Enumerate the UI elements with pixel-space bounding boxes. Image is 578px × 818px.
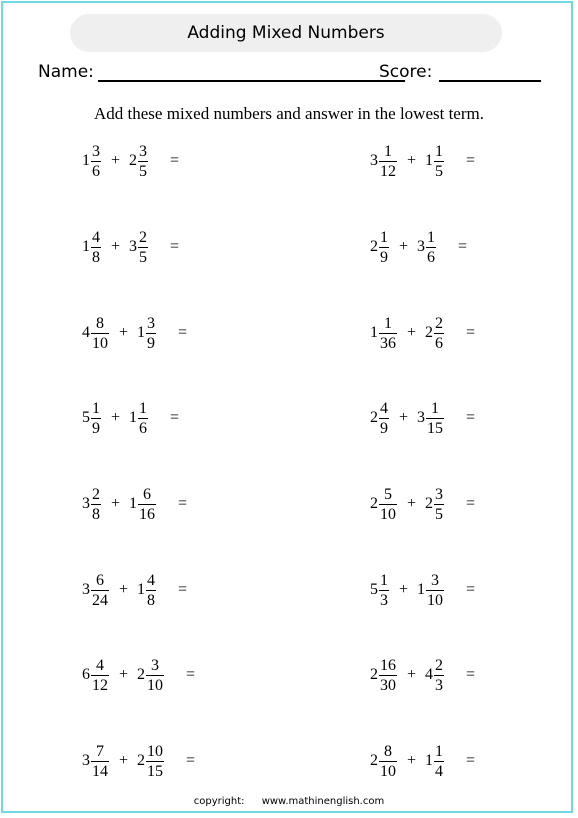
problem-14 xyxy=(370,655,475,695)
second-denominator: 5 xyxy=(139,248,148,266)
problem-7 xyxy=(82,398,179,438)
second-numerator: 3 xyxy=(151,656,160,674)
plus-sign: + xyxy=(111,238,121,255)
name-score-row xyxy=(38,60,543,86)
plus-sign: + xyxy=(407,324,417,341)
second-numerator: 4 xyxy=(147,571,156,589)
first-denominator: 9 xyxy=(92,419,100,437)
problem-10 xyxy=(370,484,475,524)
second-whole-number: 2 xyxy=(425,495,434,512)
second-numerator: 2 xyxy=(435,656,444,674)
second-numerator: 1 xyxy=(435,142,444,160)
first-whole-number: 2 xyxy=(370,495,378,512)
second-numerator: 2 xyxy=(139,228,148,246)
equals-sign: = xyxy=(186,752,196,769)
first-whole-number: 3 xyxy=(370,152,378,169)
second-fraction xyxy=(434,743,444,780)
second-denominator: 3 xyxy=(435,676,444,694)
first-numerator: 4 xyxy=(92,228,100,246)
second-fraction xyxy=(426,400,444,437)
problem-4 xyxy=(370,227,467,267)
instruction-text: Add these mixed numbers and answer in the lowest term. xyxy=(94,104,484,123)
first-denominator: 10 xyxy=(380,762,396,780)
first-fraction xyxy=(91,143,101,180)
first-numerator: 1 xyxy=(380,571,388,589)
second-denominator: 5 xyxy=(435,162,444,180)
first-whole-number: 2 xyxy=(370,409,378,426)
site-url: www.mathinenglish.com xyxy=(261,796,385,807)
second-denominator: 9 xyxy=(147,334,156,352)
first-fraction xyxy=(91,572,109,609)
plus-sign: + xyxy=(407,495,417,512)
second-whole-number: 2 xyxy=(137,752,146,769)
name-field-line[interactable] xyxy=(98,80,405,82)
first-whole-number: 1 xyxy=(82,152,90,169)
first-whole-number: 6 xyxy=(82,666,90,683)
footer xyxy=(0,796,578,807)
equals-sign: = xyxy=(178,581,188,598)
problem-13 xyxy=(82,655,195,695)
first-fraction xyxy=(379,486,397,523)
first-denominator: 14 xyxy=(92,762,108,780)
second-fraction xyxy=(138,486,156,523)
problem-6 xyxy=(370,313,475,353)
problem-15 xyxy=(82,741,195,781)
second-denominator: 4 xyxy=(435,762,444,780)
second-fraction xyxy=(426,229,436,266)
plus-sign: + xyxy=(407,666,417,683)
first-fraction xyxy=(379,400,389,437)
second-whole-number: 1 xyxy=(129,409,138,426)
problem-8 xyxy=(370,398,475,438)
first-fraction xyxy=(379,657,397,694)
second-fraction xyxy=(138,229,148,266)
equals-sign: = xyxy=(466,324,476,341)
first-whole-number: 2 xyxy=(370,238,378,255)
first-fraction xyxy=(379,143,397,180)
second-numerator: 3 xyxy=(435,485,444,503)
equals-sign: = xyxy=(466,752,476,769)
second-numerator: 1 xyxy=(435,742,444,760)
first-numerator: 3 xyxy=(92,142,100,160)
first-numerator: 1 xyxy=(92,399,100,417)
equals-sign: = xyxy=(178,324,188,341)
first-numerator: 2 xyxy=(92,485,100,503)
first-whole-number: 1 xyxy=(82,238,90,255)
equals-sign: = xyxy=(170,409,180,426)
second-denominator: 10 xyxy=(147,676,164,694)
second-denominator: 5 xyxy=(139,162,148,180)
first-denominator: 9 xyxy=(380,419,388,437)
second-whole-number: 2 xyxy=(425,324,434,341)
second-whole-number: 3 xyxy=(129,238,138,255)
plus-sign: + xyxy=(119,581,129,598)
second-fraction xyxy=(138,143,148,180)
problem-9 xyxy=(82,484,187,524)
second-numerator: 3 xyxy=(431,571,440,589)
second-numerator: 6 xyxy=(143,485,152,503)
first-whole-number: 3 xyxy=(82,752,90,769)
first-fraction xyxy=(379,572,389,609)
copyright-label: copyright: xyxy=(193,796,245,807)
second-denominator: 6 xyxy=(427,248,436,266)
equals-sign: = xyxy=(170,238,180,255)
first-fraction xyxy=(91,315,109,352)
first-whole-number: 1 xyxy=(370,324,378,341)
score-label: Score: xyxy=(379,62,433,82)
second-whole-number: 1 xyxy=(425,752,434,769)
plus-sign: + xyxy=(119,752,129,769)
plus-sign: + xyxy=(407,152,417,169)
plus-sign: + xyxy=(111,495,121,512)
equals-sign: = xyxy=(466,409,476,426)
equals-sign: = xyxy=(466,495,476,512)
equals-sign: = xyxy=(186,666,196,683)
first-numerator: 8 xyxy=(384,742,392,760)
first-whole-number: 3 xyxy=(82,581,90,598)
first-fraction xyxy=(379,743,397,780)
first-denominator: 10 xyxy=(92,334,108,352)
first-denominator: 30 xyxy=(380,676,396,694)
plus-sign: + xyxy=(399,409,409,426)
problem-16 xyxy=(370,741,475,781)
equals-sign: = xyxy=(466,581,476,598)
second-whole-number: 1 xyxy=(417,581,426,598)
second-denominator: 8 xyxy=(147,591,156,609)
first-numerator: 4 xyxy=(96,656,104,674)
problem-3 xyxy=(82,227,179,267)
second-numerator: 10 xyxy=(147,742,164,760)
equals-sign: = xyxy=(466,152,476,169)
second-numerator: 2 xyxy=(435,314,444,332)
plus-sign: + xyxy=(111,409,121,426)
first-fraction xyxy=(91,229,101,266)
second-denominator: 6 xyxy=(139,419,148,437)
second-denominator: 10 xyxy=(427,591,444,609)
second-whole-number: 1 xyxy=(425,152,434,169)
second-numerator: 1 xyxy=(431,399,440,417)
plus-sign: + xyxy=(119,324,129,341)
second-whole-number: 2 xyxy=(137,666,146,683)
second-denominator: 6 xyxy=(435,334,444,352)
first-whole-number: 3 xyxy=(82,495,90,512)
first-denominator: 6 xyxy=(92,162,100,180)
first-numerator: 1 xyxy=(380,228,388,246)
plus-sign: + xyxy=(119,666,129,683)
equals-sign: = xyxy=(466,666,476,683)
equals-sign: = xyxy=(458,238,468,255)
first-fraction xyxy=(91,743,109,780)
second-whole-number: 4 xyxy=(425,666,434,683)
problem-2 xyxy=(370,141,475,181)
second-fraction xyxy=(146,315,156,352)
first-whole-number: 5 xyxy=(370,581,378,598)
second-fraction xyxy=(434,657,444,694)
first-numerator: 7 xyxy=(96,742,104,760)
second-numerator: 3 xyxy=(139,142,148,160)
second-fraction xyxy=(146,743,164,780)
first-numerator: 5 xyxy=(384,485,392,503)
name-label: Name: xyxy=(38,62,94,82)
second-fraction xyxy=(434,315,444,352)
first-fraction xyxy=(91,400,101,437)
problem-11 xyxy=(82,570,187,610)
first-denominator: 3 xyxy=(380,591,388,609)
first-numerator: 8 xyxy=(96,314,104,332)
equals-sign: = xyxy=(170,152,180,169)
second-whole-number: 1 xyxy=(137,581,146,598)
first-fraction xyxy=(379,229,389,266)
first-fraction xyxy=(91,657,109,694)
first-denominator: 8 xyxy=(92,248,100,266)
first-numerator: 1 xyxy=(384,142,392,160)
score-field-line[interactable] xyxy=(439,80,541,82)
second-fraction xyxy=(434,143,444,180)
first-numerator: 4 xyxy=(380,399,388,417)
second-whole-number: 2 xyxy=(129,152,138,169)
problem-1 xyxy=(82,141,179,181)
first-whole-number: 4 xyxy=(82,324,90,341)
problem-5 xyxy=(82,313,187,353)
plus-sign: + xyxy=(407,752,417,769)
second-whole-number: 3 xyxy=(417,238,426,255)
second-denominator: 16 xyxy=(139,505,156,523)
second-fraction xyxy=(146,572,156,609)
plus-sign: + xyxy=(399,238,409,255)
problem-12 xyxy=(370,570,475,610)
first-fraction xyxy=(379,315,397,352)
first-whole-number: 5 xyxy=(82,409,90,426)
second-whole-number: 1 xyxy=(137,324,146,341)
first-denominator: 10 xyxy=(380,505,396,523)
first-denominator: 12 xyxy=(380,162,396,180)
first-numerator: 6 xyxy=(96,571,104,589)
plus-sign: + xyxy=(399,581,409,598)
worksheet-title: Adding Mixed Numbers xyxy=(70,14,502,52)
second-fraction xyxy=(138,400,148,437)
first-whole-number: 2 xyxy=(370,666,378,683)
first-denominator: 12 xyxy=(92,676,108,694)
second-whole-number: 1 xyxy=(129,495,138,512)
second-whole-number: 3 xyxy=(417,409,426,426)
first-denominator: 24 xyxy=(92,591,108,609)
equals-sign: = xyxy=(178,495,188,512)
second-numerator: 1 xyxy=(427,228,436,246)
second-fraction xyxy=(434,486,444,523)
second-numerator: 3 xyxy=(147,314,156,332)
second-denominator: 15 xyxy=(147,762,164,780)
second-numerator: 1 xyxy=(139,399,148,417)
first-denominator: 36 xyxy=(380,334,396,352)
first-numerator: 16 xyxy=(380,656,396,674)
plus-sign: + xyxy=(111,152,121,169)
first-whole-number: 2 xyxy=(370,752,378,769)
second-fraction xyxy=(426,572,444,609)
first-denominator: 9 xyxy=(380,248,388,266)
second-fraction xyxy=(146,657,164,694)
second-denominator: 5 xyxy=(435,505,444,523)
first-fraction xyxy=(91,486,101,523)
first-denominator: 8 xyxy=(92,505,100,523)
second-denominator: 15 xyxy=(427,419,444,437)
first-numerator: 1 xyxy=(384,314,392,332)
